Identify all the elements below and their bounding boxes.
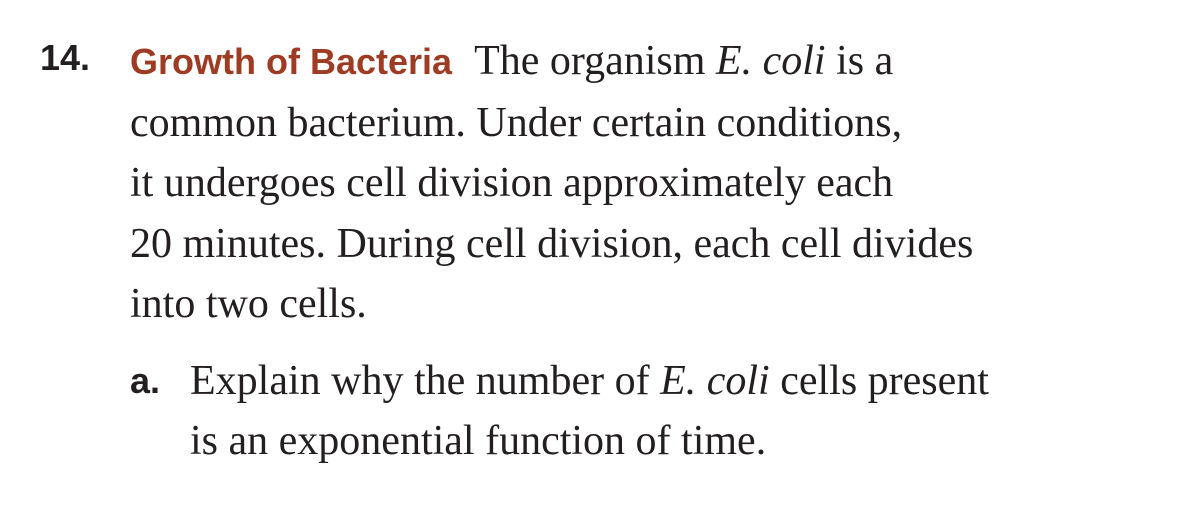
problem-line-5: into two cells.	[130, 281, 367, 327]
statement-text: is a	[825, 38, 894, 84]
problem-title: Growth of Bacteria	[130, 41, 453, 82]
part-a-line-2: is an exponential function of time.	[190, 418, 767, 464]
problem-line-1	[130, 31, 1190, 93]
part-a-question	[190, 351, 1190, 471]
problem-number: 14.	[40, 37, 91, 78]
question-text: Explain why the number of	[190, 358, 661, 404]
problem-line-2: common bacterium. Under certain conditions,	[130, 99, 903, 146]
part-a-letter: a.	[130, 360, 161, 401]
statement-text: The organism	[474, 38, 716, 84]
problem-statement	[130, 31, 1190, 335]
organism-name: E. coli	[660, 358, 770, 404]
organism-name: E. coli	[715, 38, 826, 84]
part-a-line-1	[190, 351, 1190, 411]
problem-line-3: it undergoes cell division approximately each	[130, 160, 894, 206]
question-text: cells present	[769, 358, 989, 404]
problem-line-4: 20 minutes. During cell division, each cell divides	[130, 220, 974, 267]
